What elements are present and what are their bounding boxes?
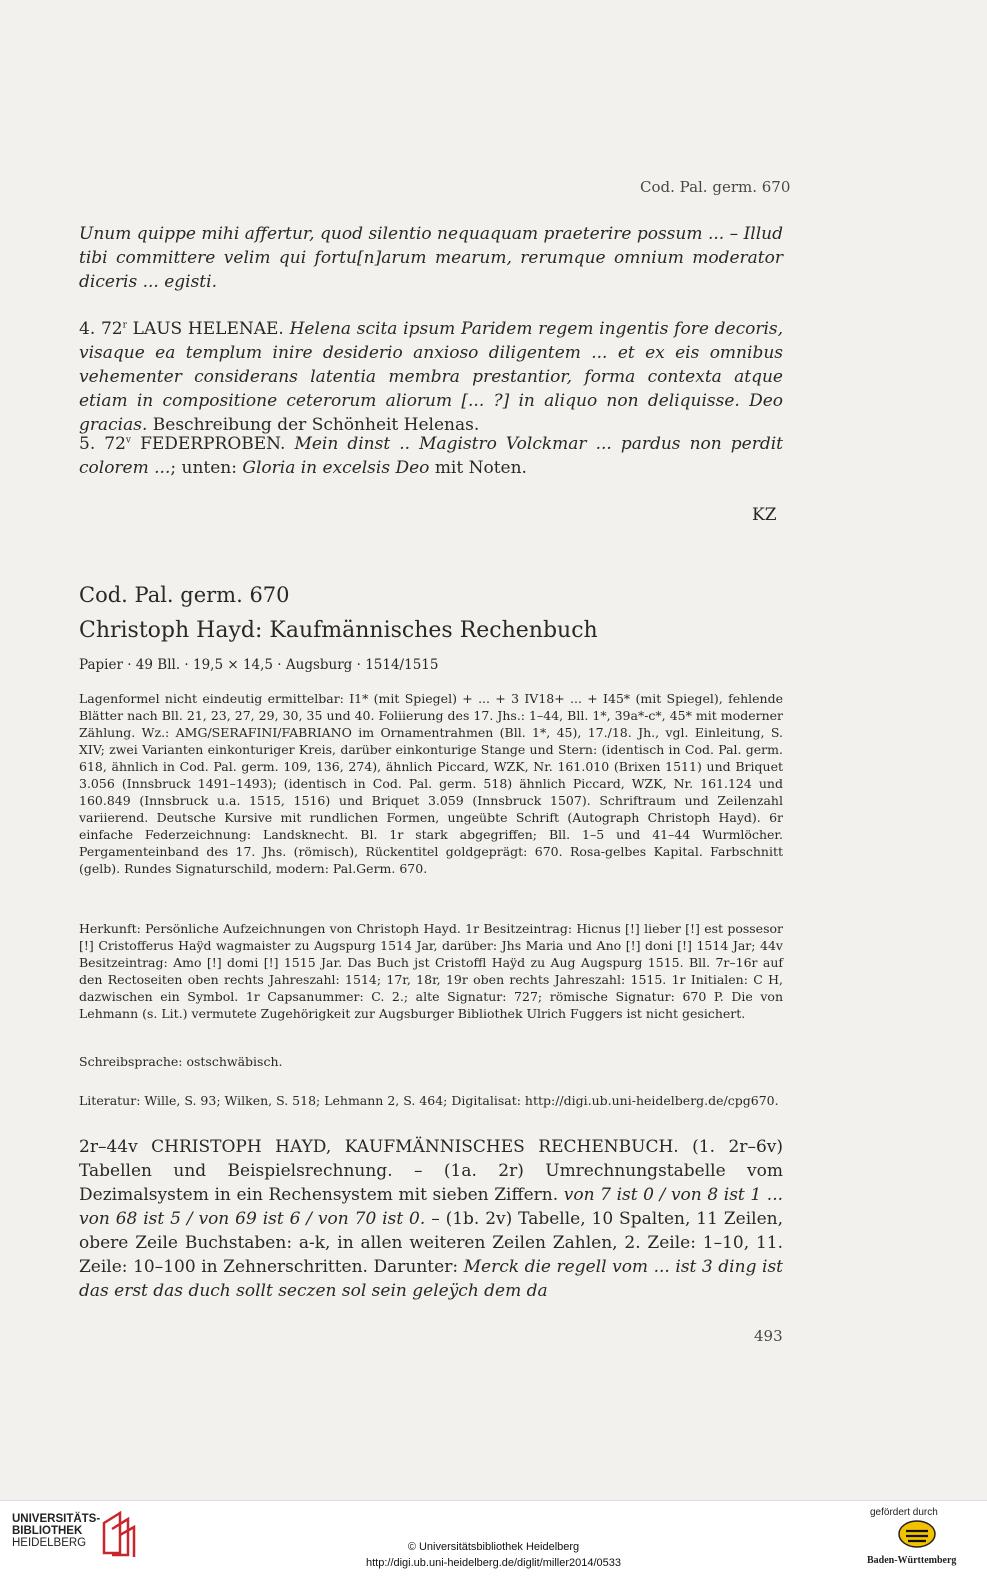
item-4-description: Beschreibung der Schönheit Helenas. <box>152 415 480 435</box>
entry-meta: Papier · 49 Bll. · 19,5 × 14,5 · Augsburg · 1514/1515 <box>79 657 439 673</box>
item-4-sup: r <box>122 320 127 331</box>
latin-text-paragraph: Unum quippe mihi affertur, quod silentio nequaquam praeterire possum ... – Illud tibi committere velim qui fortu[n]arum mearum, rerumque omnium moderator diceris ... egisti. <box>79 224 783 292</box>
item-5-heading: FEDERPROBEN. <box>140 434 286 454</box>
logo-line-3: HEIDELBERG <box>12 1537 87 1549</box>
schreibsprache-line: Schreibsprache: ostschwäbisch. <box>79 1054 283 1069</box>
running-head: Cod. Pal. germ. 670 <box>640 178 791 196</box>
logo-line-2: BIBLIOTHEK <box>12 1525 83 1537</box>
content-part-a: 2r–44v CHRISTOPH HAYD, KAUFMÄNNISCHES RECHENBUCH. (1. 2r–6v) Tabellen und Beispielsrechnung. – (1a. 2r) Umrechnungstabelle vom Dezimalsystem in ein Rechensystem mit sieben Ziffern. <box>79 1137 783 1205</box>
funded-by-label: gefördert durch <box>870 1507 938 1518</box>
funder-name: Baden-Württemberg <box>867 1555 957 1566</box>
page-number: 493 <box>754 1327 783 1345</box>
author-initials: KZ <box>752 505 777 525</box>
content-part-c: – (1b. 2v) Tabelle, 10 Spalten, 11 Zeilen, obere Zeile Buchstaben: a-k, in allen weiteren Zeilen Zahlen, 2. Zeile: 1–10, 11. Zeile: 10–100 in Zehnerschritten. Darunter: <box>79 1209 783 1277</box>
item-4-number: 4. 72 <box>79 319 123 339</box>
item-5-number: 5. 72 <box>79 434 126 454</box>
logo-line-1: UNIVERSITÄTS- <box>12 1513 101 1525</box>
copyright-notice: © Universitätsbibliothek Heidelberg <box>407 1541 580 1553</box>
lagenformel-paragraph: Lagenformel nicht eindeutig ermittelbar: I1* (mit Spiegel) + ... + 3 IV18+ ... + I45* (mit Spiegel), fehlende Blätter nach Bll. 21, 23, 27, 29, 30, 35 und 40. Foliierung des 17. Jhs.: 1–44, Bll. 1*, 39a*-c*, 45* mit moderner Zählung. Wz.: AMG/SERAFINI/FABRIANO im Ornamentrahmen (Bll. 1*, 45), 17./18. Jh., vgl. Einleitung, S. XIV; zwei Varianten einkonturiger Kreis, darüber einkonturige Stange und Stern: (identisch in Cod. Pal. germ. 618, ähnlich in Cod. Pal. germ. 109, 136, 274), ähnlich Piccard, WZK, Nr. 161.010 (Brixen 1511) und Briquet 3.056 (Innsbruck 1491–1493); (identisch in Cod. Pal. germ. 518) ähnlich Piccard, WZK, Nr. 161.124 und 160.849 (Innsbruck u.a. 1515, 1516) und Briquet 3.059 (Innsbruck 1507). Schriftraum und Zeilenzahl variierend. Deutsche Kursive mit rundlichen Formen, ungeübte Schrift (Autograph Christoph Hayd). 6r einfache Federzeichnung: Landsknecht. Bl. 1r stark abgegriffen; Bll. 1–5 und 41–44 Wurmlöcher. Pergamenteinband des 17. Jhs. (römisch), Rückentitel goldgeprägt: 670. Rosa-gelbes Kapital. Farbschnitt (gelb). Rundes Signaturschild, modern: Pal.Germ. 670. <box>79 691 783 876</box>
footer-bar <box>0 1500 987 1577</box>
permalink-url[interactable]: http://digi.ub.uni-heidelberg.de/diglit/miller2014/0533 <box>365 1557 621 1569</box>
item-5-incipit: Mein dinst .. Magistro Volckmar ... pardus non perdit colorem ... <box>79 434 783 478</box>
item-4-paragraph <box>79 317 783 437</box>
literatur-line: Literatur: Wille, S. 93; Wilken, S. 518; Lehmann 2, S. 464; Digitalisat: http://digi.ub.uni-heidelberg.de/cpg670. <box>79 1093 779 1108</box>
item-4-heading: LAUS HELENAE. <box>132 319 284 339</box>
content-paragraph <box>79 1135 783 1303</box>
item-5-gloria: Gloria in excelsis Deo <box>242 458 430 478</box>
entry-signature: Cod. Pal. germ. 670 <box>79 583 290 607</box>
baden-wuerttemberg-seal-icon[interactable] <box>897 1519 937 1549</box>
item-4-incipit: Helena scita ipsum Paridem regem ingentis fore decoris, visaque ea templum inire desiderio anxioso diligentem ... et ex eis omnibus vehementer considerans latentia membra prestantior, forma contexta atque etiam in compositione ceterorum aliorum [... ?] in aliquo non deliquisse. Deo gracias. <box>79 319 784 435</box>
entry-title: Christoph Hayd: Kaufmännisches Rechenbuch <box>79 618 598 643</box>
item-5-end: mit Noten. <box>434 458 527 478</box>
content-part-d: Merck die regell vom ... ist 3 ding ist das erst das duch sollt seczen sol sein geleÿch dem da <box>79 1257 783 1301</box>
item-5-paragraph <box>79 432 783 480</box>
herkunft-paragraph: Herkunft: Persönliche Aufzeichnungen von Christoph Hayd. 1r Besitzeintrag: Hicnus [!] lieber [!] est possesor [!] Cristofferus Haÿd wagmaister zu Augspurg 1514 Jar, darüber: Jhs Maria und Ano [!] doni [!] 1514 Jar; 44v Besitzeintrag: Amo [!] domi [!] 1515 Jar. Das Buch jst Cristoffl Haÿd zu Aug Augspurg 1515. Bll. 7r–16r auf den Rectoseiten oben rechts Jahreszahl: 1514; 17r, 18r, 19r oben rechts Jahreszahl: 1515. 1r Initialen: C H, dazwischen ein Symbol. 1r Capsanummer: C. 2.; alte Signatur: 727; römische Signatur: 670 P. Die von Lehmann (s. Lit.) vermutete Zugehörigkeit zur Augsburger Bibliothek Ulrich Fuggers ist nicht gesichert. <box>79 921 783 1021</box>
item-5-mid: ; unten: <box>170 458 237 478</box>
item-5-sup: v <box>125 435 131 446</box>
content-part-b: von 7 ist 0 / von 8 ist 1 ... von 68 ist 5 / von 69 ist 6 / von 70 ist 0. <box>79 1185 784 1229</box>
